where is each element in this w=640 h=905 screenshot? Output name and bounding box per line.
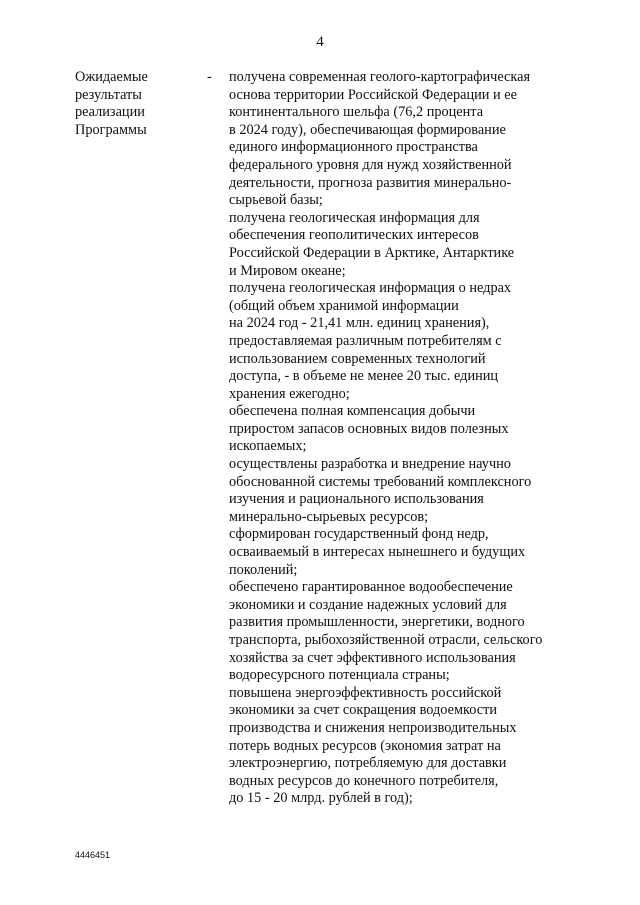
text-line: водных ресурсов до конечного потребителя,	[229, 772, 499, 789]
text-line: осуществлены разработка и внедрение научно	[229, 456, 511, 473]
text-line: в 2024 году), обеспечивающая формирование	[229, 121, 506, 138]
section-label	[75, 69, 190, 139]
text-line: обеспечена полная компенсация добычи	[229, 403, 476, 420]
text-line: экономики за счет сокращения водоемкости	[229, 702, 497, 719]
text-line: развития промышленности, энергетики, водного	[229, 614, 525, 631]
document-code: 4446451	[75, 850, 111, 860]
section-label-line: Программы	[75, 121, 147, 138]
text-line: предоставляемая различным потребителям с	[229, 332, 502, 349]
text-line: экономики и создание надежных условий для	[229, 596, 507, 613]
section-label-line: реализации	[75, 104, 145, 121]
text-line: континентального шельфа (76,2 процента	[229, 104, 484, 121]
text-line: производства и снижения непроизводительных	[229, 719, 517, 736]
text-line: на 2024 год - 21,41 млн. единиц хранения),	[229, 315, 490, 332]
expected-results-text	[229, 69, 629, 808]
text-line: поколений;	[229, 561, 298, 578]
text-line: использованием современных технологий	[229, 350, 486, 367]
text-line: основа территории Российской Федерации и ее	[229, 86, 517, 103]
section-label-line: Ожидаемые	[75, 69, 148, 85]
list-dash: -	[207, 69, 212, 85]
page-number: 4	[316, 34, 324, 50]
text-line: водоресурсного потенциала страны;	[229, 667, 450, 684]
text-line: изучения и рационального использования	[229, 491, 484, 508]
text-line: получена геологическая информация о недрах	[229, 280, 512, 297]
text-line: обеспечения геополитических интересов	[229, 227, 479, 244]
text-line: ископаемых;	[229, 438, 307, 455]
text-line: получена современная геолого-картографическая	[229, 69, 531, 85]
section-label-line: результаты	[75, 86, 142, 103]
text-line: и Мировом океане;	[229, 262, 346, 279]
text-line: минерально-сырьевых ресурсов;	[229, 508, 429, 525]
text-line: электроэнергию, потребляемую для доставки	[229, 755, 507, 772]
text-line: приростом запасов основных видов полезных	[229, 420, 509, 437]
text-line: получена геологическая информация для	[229, 209, 480, 226]
text-line: сырьевой базы;	[229, 192, 323, 209]
text-line: до 15 - 20 млрд. рублей в год);	[229, 790, 413, 807]
text-line: хозяйства за счет эффективного использования	[229, 649, 516, 666]
text-line: потерь водных ресурсов (экономия затрат на	[229, 737, 501, 754]
text-line: осваиваемый в интересах нынешнего и будущих	[229, 544, 526, 561]
text-line: сформирован государственный фонд недр,	[229, 526, 489, 543]
text-line: доступа, - в объеме не менее 20 тыс. единиц	[229, 368, 499, 385]
text-line: повышена энергоэффективность российской	[229, 684, 502, 701]
text-line: транспорта, рыбохозяйственной отрасли, сельского	[229, 632, 543, 648]
text-line: обеспечено гарантированное водообеспечение	[229, 579, 513, 596]
text-line: обоснованной системы требований комплексного	[229, 473, 532, 490]
text-line: хранения ежегодно;	[229, 385, 350, 402]
text-line: (общий объем хранимой информации	[229, 297, 459, 314]
text-line: федерального уровня для нужд хозяйственной	[229, 156, 512, 173]
text-line: единого информационного пространства	[229, 139, 478, 156]
text-line: Российской Федерации в Арктике, Антарктике	[229, 244, 515, 261]
text-line: деятельности, прогноза развития минерально-	[229, 174, 512, 191]
